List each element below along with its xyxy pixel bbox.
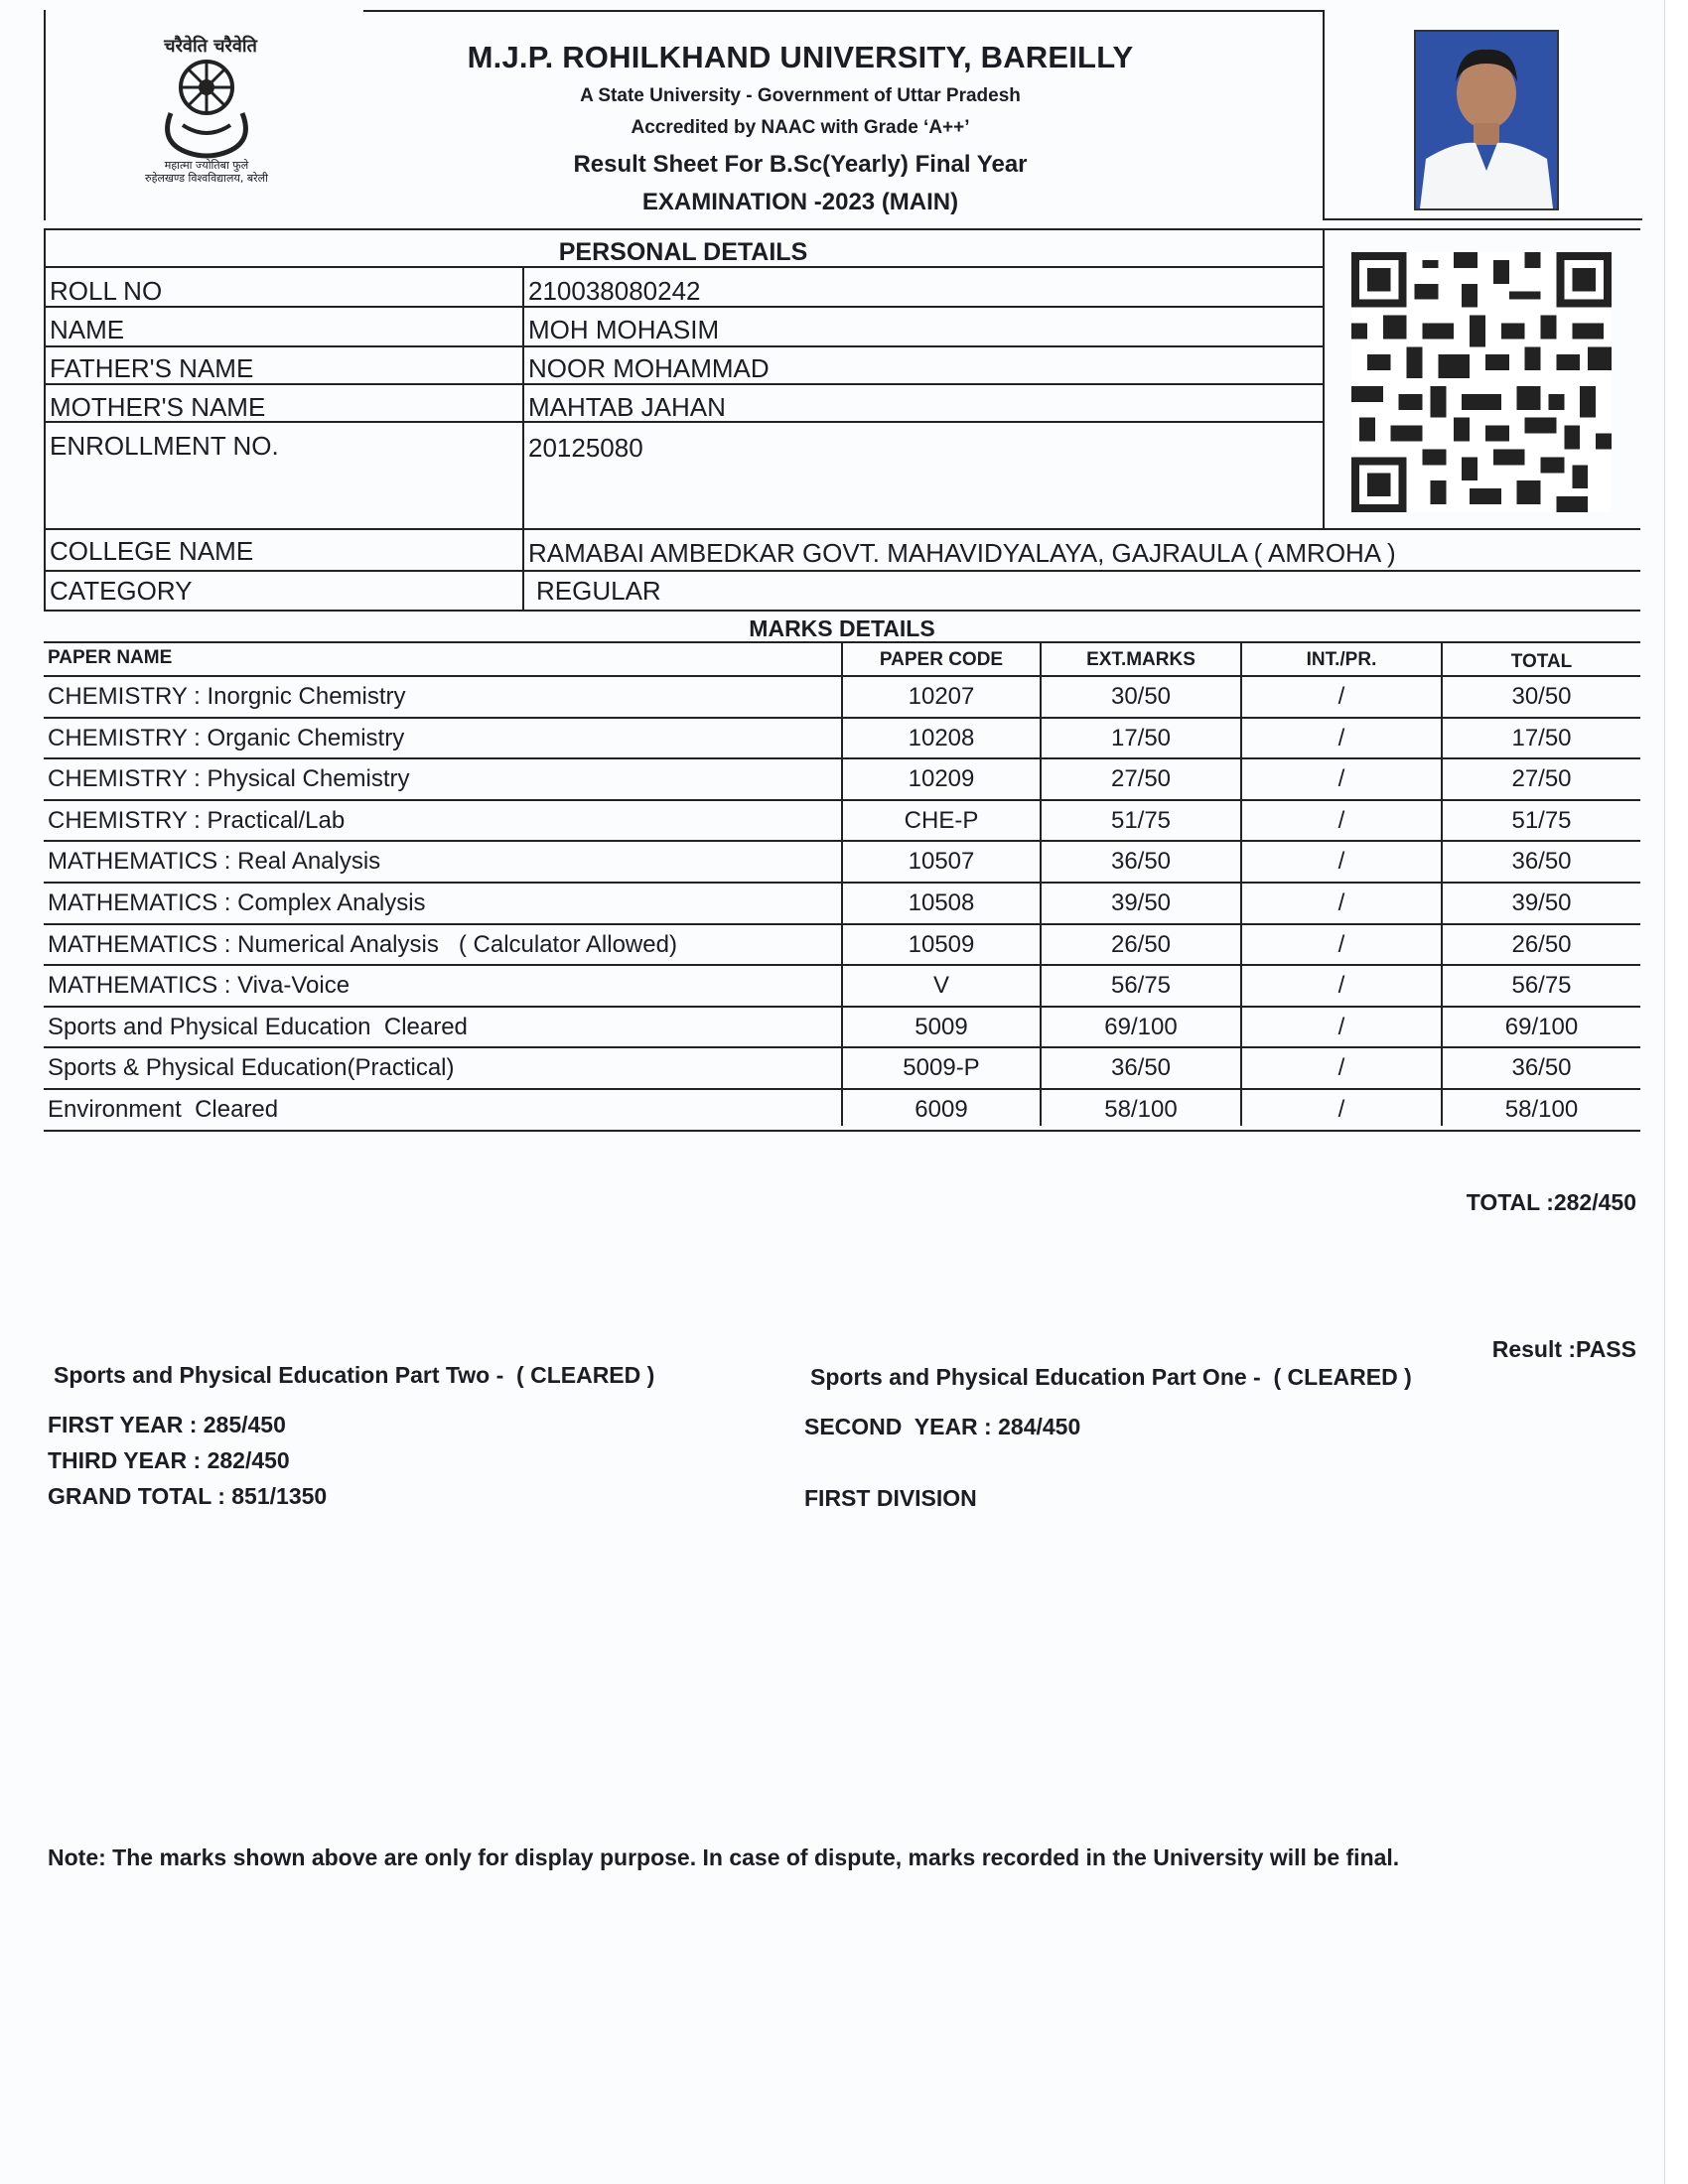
paper-name-cell: MATHEMATICS : Real Analysis (48, 848, 381, 876)
college-name-label: COLLEGE NAME (50, 536, 254, 566)
rule (44, 570, 1640, 572)
rule (44, 528, 1640, 530)
qr-code (1350, 252, 1613, 512)
paper-code-cell: V (932, 972, 949, 1000)
rule (44, 345, 1323, 347)
paper-code-cell: 5009 (914, 1013, 968, 1040)
row-rule (44, 757, 1640, 759)
ext-marks-cell: 39/50 (1110, 889, 1172, 916)
rule (841, 641, 843, 1126)
mothers-name-label: MOTHER'S NAME (50, 392, 266, 422)
paper-name-cell: MATHEMATICS : Complex Analysis (48, 889, 426, 916)
paper-code-cell: 10507 (908, 848, 975, 876)
roll-no-value: 210038080242 (528, 276, 701, 306)
row-rule (44, 799, 1640, 801)
row-rule (44, 717, 1640, 719)
page-edge (1664, 0, 1688, 2184)
total-cell: 27/50 (1511, 765, 1572, 793)
total-cell: 36/50 (1511, 848, 1572, 876)
paper-code-cell: 10509 (908, 930, 975, 958)
rule (1240, 641, 1242, 1126)
paper-name-cell: MATHEMATICS : Viva-Voice (48, 972, 351, 1000)
paper-name-cell: Sports and Physical Education Cleared (48, 1013, 468, 1040)
paper-name-cell: MATHEMATICS : Numerical Analysis ( Calculator Allowed) (48, 930, 677, 958)
col-header-ext-marks: EXT.MARKS (1086, 649, 1196, 670)
ext-marks-cell: 58/100 (1104, 1096, 1178, 1123)
paper-name-cell: Environment Cleared (48, 1096, 279, 1123)
total-cell: 17/50 (1511, 724, 1572, 751)
col-header-int-pr: INT./PR. (1306, 649, 1377, 670)
roll-no-label: ROLL NO (50, 276, 163, 306)
name-value: MOH MOHASIM (528, 315, 720, 344)
ext-marks-cell: 51/75 (1110, 806, 1172, 834)
rule (1323, 228, 1325, 528)
paper-code-cell: 10508 (908, 889, 975, 916)
mothers-name-value: MAHTAB JAHAN (528, 392, 726, 422)
ext-marks-cell: 56/75 (1110, 972, 1172, 1000)
row-rule (44, 964, 1640, 966)
third-year-marks: THIRD YEAR : 282/450 (48, 1447, 290, 1473)
header-top-rule (363, 10, 1325, 12)
paper-name-cell: Sports & Physical Education(Practical) (48, 1054, 455, 1082)
paper-name-cell: CHEMISTRY : Practical/Lab (48, 806, 346, 834)
marks-details-title: MARKS DETAILS (749, 615, 935, 641)
paper-code-cell: 6009 (914, 1096, 968, 1123)
first-year-marks: FIRST YEAR : 285/450 (48, 1412, 286, 1437)
sports-part-one-status: Sports and Physical Education Part One - ( CLEARED ) (810, 1364, 1412, 1390)
col-header-paper-name: PAPER NAME (48, 647, 173, 668)
total-cell: 39/50 (1511, 889, 1572, 916)
total-cell: 56/75 (1511, 972, 1572, 1000)
examination-title: EXAMINATION -2023 (MAIN) (641, 189, 959, 215)
paper-code-cell: 10208 (908, 724, 975, 751)
row-rule (44, 923, 1640, 925)
int-pr-cell: / (1337, 889, 1345, 916)
col-header-paper-code: PAPER CODE (879, 649, 1004, 670)
int-pr-cell: / (1337, 848, 1345, 876)
rule (44, 610, 1640, 612)
sports-part-two-status: Sports and Physical Education Part Two - ( CLEARED ) (54, 1362, 655, 1388)
enrollment-no-value: 20125080 (528, 433, 643, 463)
result-status: Result :PASS (1491, 1336, 1636, 1362)
int-pr-cell: / (1337, 683, 1345, 710)
paper-name-cell: CHEMISTRY : Organic Chemistry (48, 724, 405, 751)
paper-code-cell: CHE-P (904, 806, 979, 834)
ext-marks-cell: 27/50 (1110, 765, 1172, 793)
paper-code-cell: 10207 (908, 683, 975, 710)
category-label: CATEGORY (50, 576, 193, 606)
row-rule (44, 840, 1640, 842)
category-value: REGULAR (536, 576, 661, 606)
rule (522, 266, 524, 610)
int-pr-cell: / (1337, 724, 1345, 751)
ext-marks-cell: 36/50 (1110, 848, 1172, 876)
int-pr-cell: / (1337, 972, 1345, 1000)
fathers-name-value: NOOR MOHAMMAD (528, 353, 770, 383)
logo-caption-line1: महात्मा ज्योतिबा फुले (164, 159, 249, 172)
total-cell: 30/50 (1511, 683, 1572, 710)
int-pr-cell: / (1337, 1013, 1345, 1040)
int-pr-cell: / (1337, 765, 1345, 793)
college-name-value: RAMABAI AMBEDKAR GOVT. MAHAVIDYALAYA, GAJRAULA ( AMROHA ) (528, 538, 1396, 568)
personal-details-title: PERSONAL DETAILS (558, 238, 808, 266)
ext-marks-cell: 30/50 (1110, 683, 1172, 710)
total-cell: 36/50 (1511, 1054, 1572, 1082)
rule (1441, 641, 1443, 1126)
row-rule (44, 1088, 1640, 1090)
accreditation-line: Accredited by NAAC with Grade ‘A++’ (631, 117, 970, 138)
paper-code-cell: 10209 (908, 765, 975, 793)
paper-name-cell: CHEMISTRY : Inorgnic Chemistry (48, 683, 406, 710)
ext-marks-cell: 17/50 (1110, 724, 1172, 751)
total-cell: 26/50 (1511, 930, 1572, 958)
student-photo (1414, 30, 1559, 210)
ext-marks-cell: 36/50 (1110, 1054, 1172, 1082)
col-header-total: TOTAL (1510, 651, 1573, 672)
row-rule (44, 1130, 1640, 1132)
ext-marks-cell: 69/100 (1104, 1013, 1178, 1040)
total-marks: TOTAL :282/450 (1466, 1189, 1636, 1215)
logo-motto: चरैवेति चरैवेति (164, 36, 257, 57)
row-rule (44, 1046, 1640, 1048)
total-cell: 69/100 (1504, 1013, 1579, 1040)
university-subtitle: A State University - Government of Uttar Pradesh (580, 85, 1021, 106)
row-rule (44, 882, 1640, 884)
header-left-rule (44, 10, 46, 220)
int-pr-cell: / (1337, 1054, 1345, 1082)
name-label: NAME (50, 315, 125, 344)
enrollment-no-label: ENROLLMENT NO. (50, 431, 279, 461)
division: FIRST DIVISION (804, 1485, 977, 1511)
rule (1040, 641, 1042, 1126)
logo-caption-line2: रुहेलखण्ड विश्वविद्यालय, बरेली (145, 172, 268, 185)
paper-name-cell: CHEMISTRY : Physical Chemistry (48, 765, 410, 793)
total-cell: 51/75 (1511, 806, 1572, 834)
row-rule (44, 1006, 1640, 1008)
second-year-marks: SECOND YEAR : 284/450 (804, 1414, 1081, 1439)
rule (44, 228, 1640, 230)
total-cell: 58/100 (1504, 1096, 1579, 1123)
int-pr-cell: / (1337, 1096, 1345, 1123)
university-title: M.J.P. ROHILKHAND UNIVERSITY, BAREILLY (467, 40, 1134, 74)
logo-caption (117, 159, 296, 185)
result-sheet-title: Result Sheet For B.Sc(Yearly) Final Year (573, 151, 1028, 178)
fathers-name-label: FATHER'S NAME (50, 353, 254, 383)
int-pr-cell: / (1337, 806, 1345, 834)
disclaimer-note: Note: The marks shown above are only for display purpose. In case of dispute, marks recorded in the University will be final. (48, 1844, 1400, 1870)
ext-marks-cell: 26/50 (1110, 930, 1172, 958)
grand-total-marks: GRAND TOTAL : 851/1350 (48, 1483, 328, 1509)
paper-code-cell: 5009-P (903, 1054, 980, 1082)
rule (44, 228, 46, 610)
int-pr-cell: / (1337, 930, 1345, 958)
